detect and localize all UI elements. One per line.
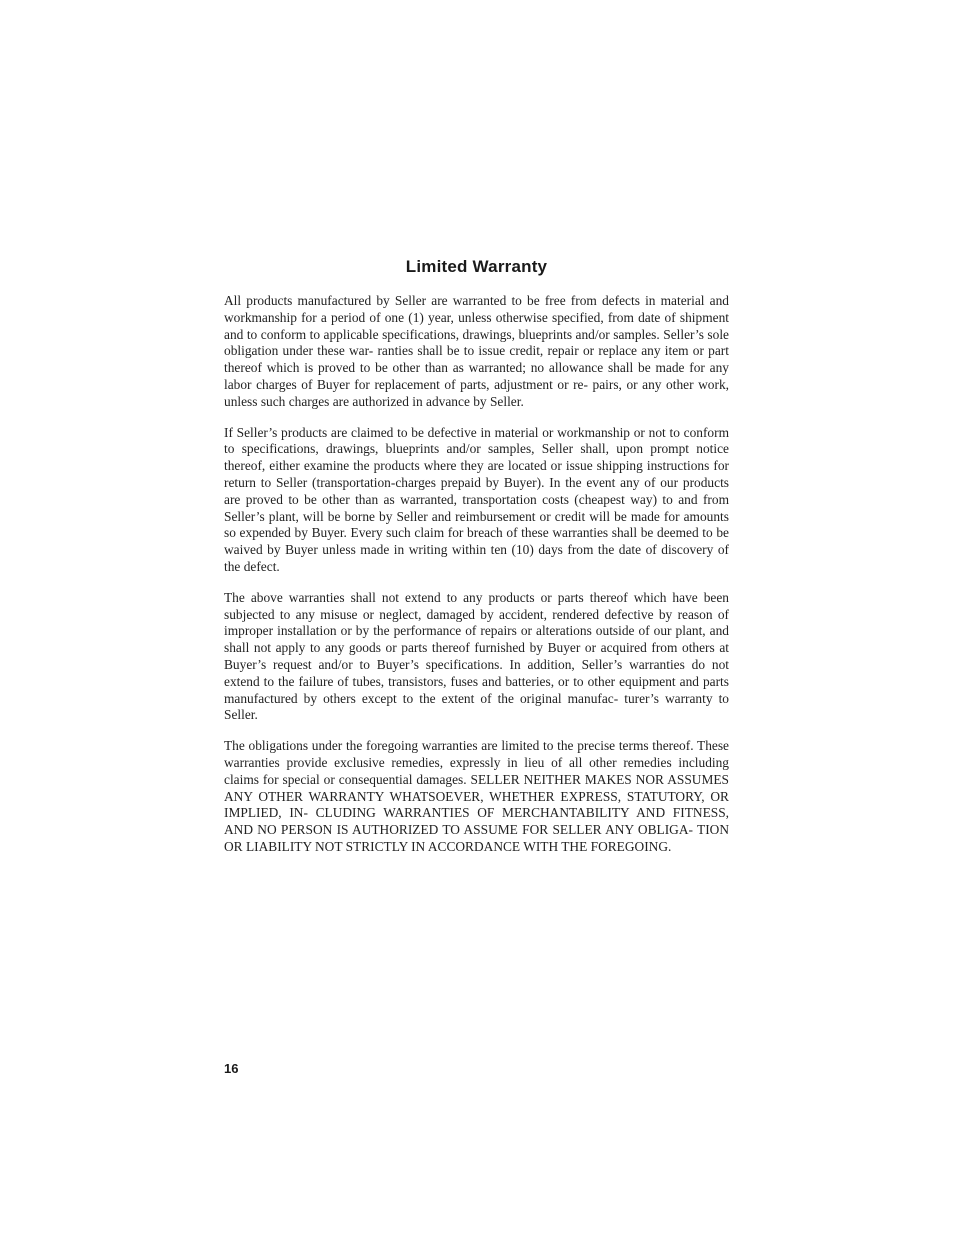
page-title: Limited Warranty xyxy=(405,257,548,276)
page-number: 16 xyxy=(224,1061,239,1076)
paragraph-2: If Seller’s products are claimed to be defective in material or workmanship or not to conform to specifications, drawings, blueprints and/or samples, Seller shall, upon prompt notice thereof, either examine the products where they are located or issue shipping instructions for return to Seller (transportation-charges prepaid by Buyer). In the event any of our products are proved to be other than as warranted, transportation costs (cheapest way) to and from Seller’s plant, will be borne by Seller and reimbursement or credit will be made for amounts so expended by Buyer. Every such claim for breach of these warranties shall be deemed to be waived by Buyer unless made in writing within ten (10) days from the date of discovery of the defect. xyxy=(224,424,729,574)
paragraph-1: All products manufactured by Seller are warranted to be free from defects in material and workmanship for a period of one (1) year, unless otherwise specified, from date of shipment and to conform to applicable specifications, drawings, blueprints and/or samples. Seller’s sole obligation under these war- ranties shall be to issue credit, repair or replace any item or part thereof which is proved to be other than as warranted; no allowance shall be made for any labor charges of Buyer for replacement of parts, adjustment or re- pairs, or any other work, unless such charges are authorized in advance by Seller. xyxy=(224,293,729,409)
paragraph-3: The above warranties shall not extend to any products or parts thereof which have been subjected to any misuse or neglect, damaged by accident, rendered defective by reason of improper installation or by the performance of repairs or alterations outside of our plant, and shall not apply to any goods or parts thereof furnished by Buyer or acquired from others at Buyer’s request and/or to Buyer’s specifications. In addition, Seller’s warranties do not extend to the failure of tubes, transistors, fuses and batteries, or to other equipment and parts manufactured by others except to the extent of the original manufac- turer’s warranty to Seller. xyxy=(224,589,729,723)
warranty-body xyxy=(224,293,729,870)
paragraph-4: The obligations under the foregoing warranties are limited to the precise terms thereof. These warranties provide exclusive remedies, expressly in lieu of all other remedies including claims for special or consequential damages. SELLER NEITHER MAKES NOR ASSUMES ANY OTHER WARRANTY WHATSOEVER, WHETHER EXPRESS, STATUTORY, OR IMPLIED, IN- CLUDING WARRANTIES OF MERCHANTABILITY AND FITNESS, AND NO PERSON IS AUTHORIZED TO ASSUME FOR SELLER ANY OBLIGA- TION OR LIABILITY NOT STRICTLY IN ACCORDANCE WITH THE FOREGOING. xyxy=(224,738,729,854)
